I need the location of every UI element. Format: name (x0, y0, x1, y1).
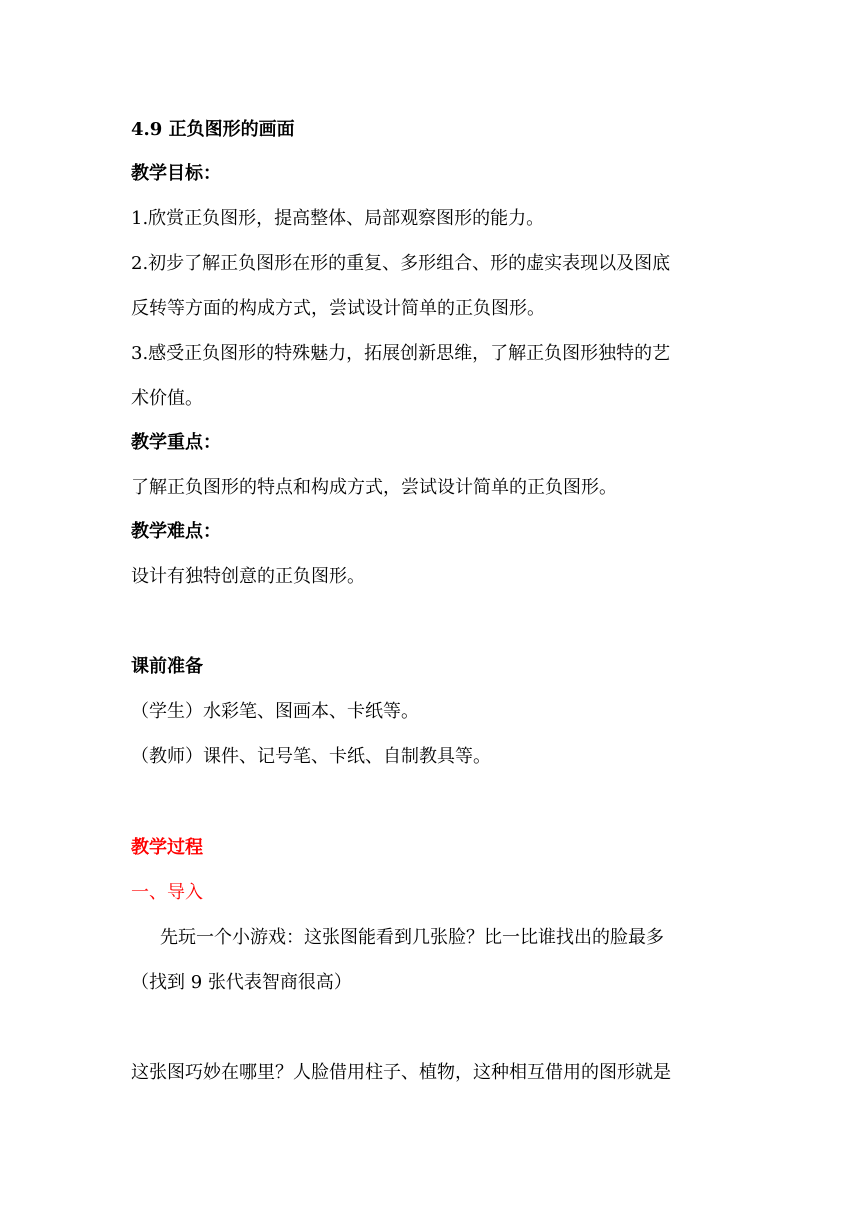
section-intro-heading: 一、导入 (131, 882, 203, 903)
objective-line-5: 术价值。 (131, 388, 203, 409)
difficulties-heading: 教学难点： (131, 521, 221, 542)
preparation-heading: 课前准备 (131, 656, 203, 677)
lesson-title: 4.9 正负图形的画面 (131, 119, 295, 140)
key-points-heading: 教学重点： (131, 432, 221, 453)
explanation-line: 这张图巧妙在哪里？人脸借用柱子、植物，这种相互借用的图形就是 (131, 1062, 671, 1083)
objective-line-4: 3.感受正负图形的特殊魅力，拓展创新思维，了解正负图形独特的艺 (131, 343, 671, 364)
intro-line-2: （找到 9 张代表智商很高） (131, 972, 352, 993)
objective-line-1: 1.欣赏正负图形，提高整体、局部观察图形的能力。 (131, 208, 545, 229)
preparation-student: （学生）水彩笔、图画本、卡纸等。 (131, 701, 419, 722)
intro-line-1: 先玩一个小游戏：这张图能看到几张脸？比一比谁找出的脸最多 (160, 927, 664, 948)
objectives-heading: 教学目标： (131, 163, 221, 184)
preparation-teacher: （教师）课件、记号笔、卡纸、自制教具等。 (131, 746, 491, 767)
key-points-text: 了解正负图形的特点和构成方式，尝试设计简单的正负图形。 (131, 477, 617, 498)
difficulties-text: 设计有独特创意的正负图形。 (131, 566, 365, 587)
process-heading: 教学过程 (131, 837, 203, 858)
objective-line-3: 反转等方面的构成方式，尝试设计简单的正负图形。 (131, 298, 545, 319)
objective-line-2: 2.初步了解正负图形在形的重复、多形组合、形的虚实表现以及图底 (131, 253, 671, 274)
